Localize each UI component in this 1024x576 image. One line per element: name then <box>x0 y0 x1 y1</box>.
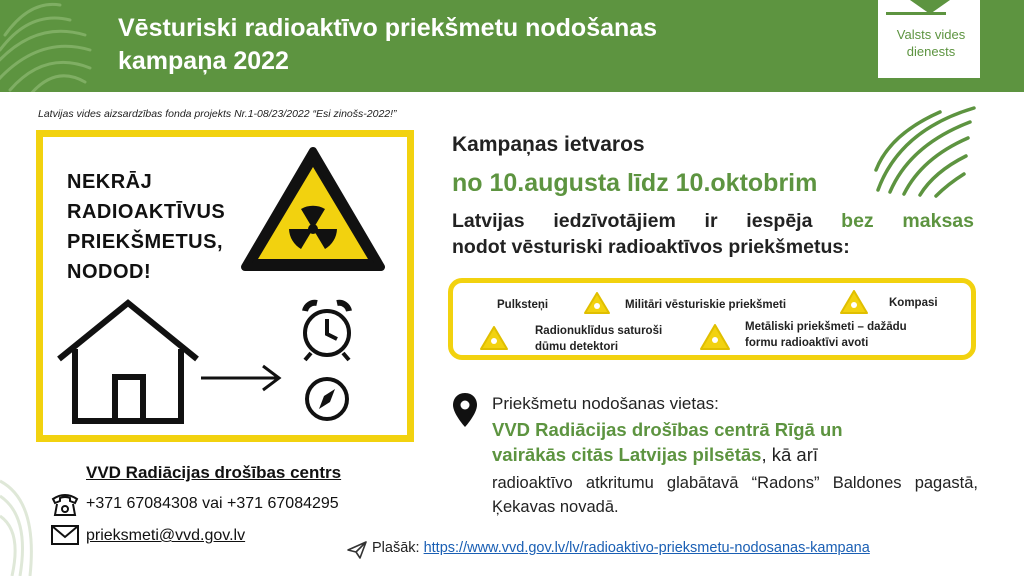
slogan-line-1: NEKRĀJ <box>67 171 153 193</box>
items-box <box>448 278 976 360</box>
title-line-2: kampaņa 2022 <box>118 47 289 75</box>
fingerprint-corner-icon <box>0 476 40 576</box>
page-title <box>118 12 758 78</box>
item-military: Militāri vēsturiskie priekšmeti <box>625 299 787 311</box>
item-detectors-line-2: dūmu detektori <box>535 341 619 353</box>
compass-icon <box>303 375 351 423</box>
agency-name <box>876 26 986 60</box>
more-info <box>372 540 870 556</box>
fingerprint-decoration-icon <box>0 0 100 92</box>
item-detectors <box>535 323 662 355</box>
arrow-right-icon <box>199 363 285 393</box>
radiation-small-icon <box>479 325 509 351</box>
envelope-icon <box>50 524 80 546</box>
locations-main-line-2: vairākās citās Latvijas pilsētās <box>492 444 762 465</box>
telephone-icon <box>50 490 80 518</box>
project-line: Latvijas vides aizsardzības fonda projekts Nr.1-08/23/2022 “Esi zinošs-2022!” <box>38 108 397 120</box>
more-info-label: Plašāk: <box>372 540 420 556</box>
header-banner <box>0 0 1024 92</box>
slogan-line-2: RADIOAKTĪVUS <box>67 201 226 223</box>
poster-frame <box>36 130 414 442</box>
more-info-link[interactable]: https://www.vvd.gov.lv/lv/radioaktivo-prieksmetu-nodosanas-kampana <box>423 540 870 556</box>
locations-main-line-1: VVD Radiācijas drošības centrā Rīgā un <box>492 419 843 440</box>
agency-line-2: dienests <box>906 44 956 59</box>
item-metal-line-1: Metāliski priekšmeti – dažādu <box>745 321 907 333</box>
campaign-intro <box>452 208 974 234</box>
intro-line-2: nodot vēsturiski radioaktīvos priekšmetus: <box>452 236 850 258</box>
radiation-small-icon <box>839 289 869 315</box>
radiation-small-icon <box>583 291 611 315</box>
locations-label: Priekšmetu nodošanas vietas: <box>492 394 719 413</box>
contact-title: VVD Radiācijas drošības centrs <box>86 463 342 482</box>
location-pin-icon <box>452 392 478 428</box>
agency-line-1: Valsts vides <box>896 27 966 42</box>
send-icon <box>346 540 368 560</box>
campaign-label: Kampaņas ietvaros <box>452 133 645 156</box>
campaign-dates: no 10.augusta līdz 10.oktobrim <box>452 169 818 197</box>
leaf-fingerprint-icon <box>870 100 982 200</box>
house-icon <box>53 297 203 427</box>
locations-main-line-2-rest: , kā arī <box>761 444 819 465</box>
item-metal-line-2: formu radioaktīvi avoti <box>745 337 869 349</box>
radiation-small-icon <box>699 323 731 351</box>
item-compasses: Kompasi <box>889 297 938 309</box>
item-detectors-line-1: Radionuklīdus saturoši <box>535 325 663 337</box>
radiation-warning-icon <box>239 145 387 275</box>
poster-slogan <box>67 167 247 287</box>
leaf-logo-icon <box>880 0 980 18</box>
item-watches: Pulksteņi <box>497 299 549 311</box>
locations-main <box>492 417 978 467</box>
title-line-1: Vēsturiski radioaktīvo priekšmetu nodošanas <box>118 14 658 42</box>
slogan-line-3: PRIEKŠMETUS, <box>67 231 224 253</box>
contact-phones: +371 67084308 vai +371 67084295 <box>86 495 339 512</box>
locations-rest: radioaktīvo atkritumu glabātavā “Radons” Baldones pagastā, Ķekavas novadā. <box>492 474 978 516</box>
item-metal <box>745 319 907 351</box>
intro-highlight: bez maksas <box>841 210 974 232</box>
intro-text: Latvijas iedzīvotājiem ir iespēja <box>452 210 842 232</box>
contact-email-link[interactable]: prieksmeti@vvd.gov.lv <box>86 527 246 544</box>
alarm-clock-icon <box>297 297 357 363</box>
slogan-line-4: NODOD! <box>67 261 152 283</box>
